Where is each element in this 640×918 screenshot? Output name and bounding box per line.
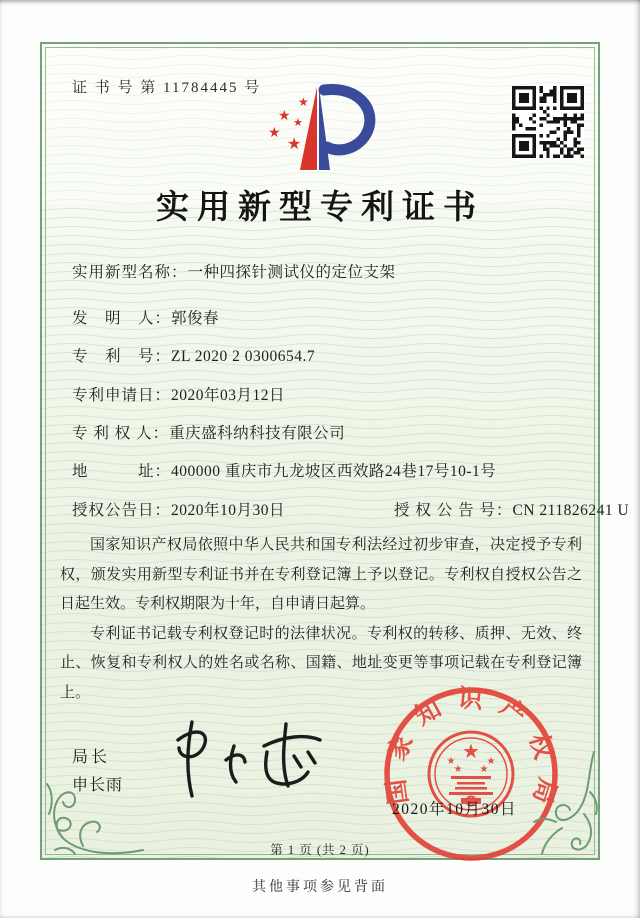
field-patent-number: [72, 344, 572, 366]
field-application-date: [72, 383, 572, 405]
field-value: 一种四探针测试仪的定位支架: [187, 264, 396, 281]
legal-text: [60, 531, 582, 708]
field-label: 授 权 公 告 号：: [394, 502, 513, 519]
field-grant-date: [72, 498, 630, 520]
director-name: 申长雨: [72, 777, 124, 794]
logo-star: ★: [268, 126, 281, 141]
field-value: 2020年03月12日: [171, 387, 286, 404]
svg-text:★: ★: [462, 741, 480, 763]
field-label: 授权公告日：: [72, 502, 172, 519]
field-value: 400000 重庆市九龙坡区西效路24巷17号10-1号: [171, 463, 497, 480]
field-address: [72, 459, 572, 481]
svg-text:★: ★: [446, 756, 456, 767]
svg-text:★: ★: [479, 764, 489, 775]
svg-text:★: ★: [453, 764, 463, 775]
field-patentee: [72, 421, 572, 443]
director-title: 局长: [72, 749, 111, 766]
logo-star: ★: [278, 109, 291, 124]
director-signature: [168, 716, 338, 808]
field-label: 专利申请日：: [72, 387, 172, 404]
field-value: ZL 2020 2 0300654.7: [171, 348, 316, 365]
seal-text: 国家知识产权局: [381, 685, 562, 822]
page-indicator: 第 1 页 (共 2 页): [270, 843, 370, 857]
field-label: 实用新型名称：: [72, 264, 188, 281]
back-side-note: 其他事项参见背面: [252, 880, 388, 895]
logo-star: ★: [287, 136, 302, 153]
field-value: 2020年10月30日: [171, 502, 286, 519]
field-value: 重庆盛科纳科技有限公司: [169, 425, 346, 442]
field-label: 发 明 人：: [72, 310, 172, 327]
logo-star: ★: [298, 95, 309, 109]
legal-paragraph-2: 专利证书记载专利权登记时的法律状况。专利权的转移、质押、无效、终止、恢复和专利权人的姓名或名称、国籍、地址变更等事项记载在专利登记簿上。: [60, 625, 582, 701]
svg-text:★: ★: [486, 756, 496, 767]
legal-paragraph-1: 国家知识产权局依照中华人民共和国专利法经过初步审查，决定授予专利权，颁发实用新型专利证书并在专利登记簿上予以登记。专利权自授权公告之日起生效。专利权期限为十年，自申请日起算。: [60, 537, 582, 612]
field-grant-number: [394, 498, 629, 520]
certificate-number: 证 书 号 第 11784445 号: [72, 80, 262, 96]
seal-date: 2020年10月30日: [392, 801, 518, 818]
certificate-title: 实用新型专利证书: [156, 190, 484, 226]
cnipa-logo-icon: [250, 82, 390, 176]
field-value: 郭俊春: [171, 310, 220, 327]
field-value: CN 211826241 U: [512, 502, 630, 519]
field-label: 专 利 权 人：: [72, 425, 170, 442]
field-label: 专 利 号：: [72, 348, 172, 365]
field-label: 地 址：: [72, 463, 172, 480]
field-utility-model-name: [72, 260, 572, 282]
logo-star: ★: [293, 117, 303, 129]
field-inventor: [72, 306, 572, 328]
qr-code: [512, 86, 584, 158]
